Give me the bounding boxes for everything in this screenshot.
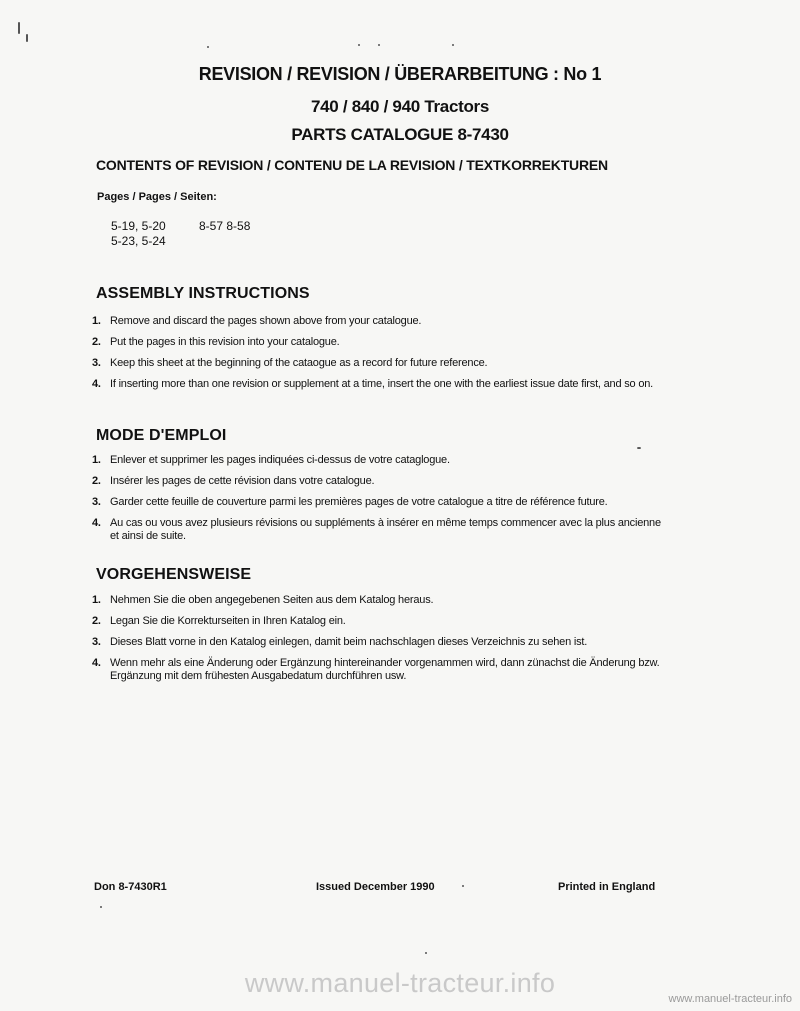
section-heading-vorgehensweise: VORGEHENSWEISE <box>96 566 252 583</box>
scan-speck <box>100 906 102 908</box>
step-text: Dieses Blatt vorne in den Katalog einlegen, damit beim nachschlagen dieses Verzeichnis zu sehen ist. <box>110 636 588 648</box>
step-item <box>92 615 672 628</box>
document-number: Don 8-7430R1 <box>94 881 167 893</box>
scan-speck <box>378 44 380 46</box>
step-item <box>92 594 672 607</box>
step-text: Enlever et supprimer les pages indiquées ci-dessus de votre cataglogue. <box>110 454 450 466</box>
catalogue-title: PARTS CATALOGUE 8-7430 <box>291 125 509 144</box>
step-text: Remove and discard the pages shown above from your catalogue. <box>110 315 422 327</box>
contents-heading: CONTENTS OF REVISION / CONTENU DE LA REVISION / TEXTKORREKTUREN <box>96 157 608 173</box>
printed-location: Printed in England <box>558 881 656 893</box>
section-heading-assembly: ASSEMBLY INSTRUCTIONS <box>96 285 310 302</box>
step-text: Nehmen Sie die oben angegebenen Seiten aus dem Katalog heraus. <box>110 594 434 606</box>
scan-speck <box>425 952 427 954</box>
scan-speck <box>207 46 209 48</box>
pages-entry: 5-23, 5-24 <box>111 234 166 248</box>
scan-speck <box>26 34 28 42</box>
scan-speck <box>462 885 464 887</box>
step-item <box>92 357 672 370</box>
revision-title: REVISION / REVISION / ÜBERARBEITUNG : No 1 <box>198 64 602 84</box>
step-text: Au cas ou vous avez plusieurs révisions ou suppléments à insérer en même temps commencer avec la plus ancienne et ainsi de suite. <box>110 517 661 542</box>
step-item <box>92 496 672 509</box>
step-text: Wenn mehr als eine Änderung oder Ergänzung hintereinander vorgenammen wird, dann zünachst die Änderung bzw. Ergänzung mit dem frühesten Ausgabedatum durchführen usw. <box>110 657 660 682</box>
issue-date: Issued December 1990 <box>316 881 435 893</box>
tractor-models: 740 / 840 / 940 Tractors <box>310 97 490 116</box>
step-text: Keep this sheet at the beginning of the cataogue as a record for future reference. <box>110 357 488 369</box>
step-text: Insérer les pages de cette révision dans votre catalogue. <box>110 475 375 487</box>
scan-speck <box>637 447 641 449</box>
step-item <box>92 315 672 328</box>
vorgehensweise-steps <box>92 594 672 691</box>
step-item <box>92 336 672 349</box>
step-number: 4. <box>92 657 101 669</box>
step-text: Garder cette feuille de couverture parmi les premières pages de votre catalogue a titre de référence future. <box>110 496 608 508</box>
step-number: 2. <box>92 475 101 487</box>
step-number: 2. <box>92 336 101 348</box>
pages-list <box>111 219 251 249</box>
step-item <box>92 657 672 683</box>
step-text: Put the pages in this revision into your catalogue. <box>110 336 340 348</box>
step-number: 3. <box>92 636 101 648</box>
scan-speck <box>452 44 454 46</box>
step-text: Legan Sie die Korrekturseiten in Ihren Katalog ein. <box>110 615 346 627</box>
watermark-large: www.manuel-tracteur.info <box>244 968 556 998</box>
mode-emploi-steps <box>92 454 672 551</box>
scan-speck <box>18 22 20 34</box>
step-number: 4. <box>92 378 101 390</box>
watermark-small: www.manuel-tracteur.info <box>668 993 792 1005</box>
step-item <box>92 475 672 488</box>
step-item <box>92 454 672 467</box>
step-number: 1. <box>92 594 101 606</box>
scan-speck <box>358 44 360 46</box>
step-number: 3. <box>92 357 101 369</box>
step-text: If inserting more than one revision or supplement at a time, insert the one with the earliest issue date first, and so on. <box>110 378 654 390</box>
step-item <box>92 378 672 391</box>
pages-entry: 5-19, 5-20 <box>111 219 166 233</box>
pages-entry: 8-57 8-58 <box>199 219 251 233</box>
section-heading-mode-emploi: MODE D'EMPLOI <box>96 427 227 444</box>
step-number: 2. <box>92 615 101 627</box>
step-number: 4. <box>92 517 101 529</box>
step-item <box>92 636 672 649</box>
step-item <box>92 517 672 543</box>
step-number: 3. <box>92 496 101 508</box>
step-number: 1. <box>92 315 101 327</box>
assembly-steps <box>92 315 672 399</box>
step-number: 1. <box>92 454 101 466</box>
pages-label: Pages / Pages / Seiten: <box>97 191 217 203</box>
